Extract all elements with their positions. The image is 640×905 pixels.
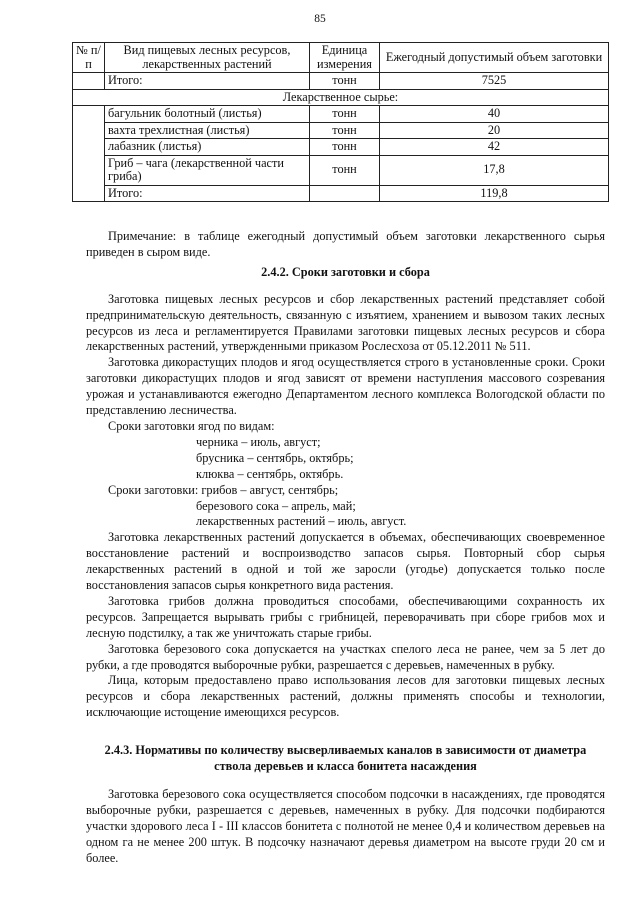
row-unit: тонн [310,106,380,123]
table-row [73,155,609,185]
heading-2-4-3: 2.4.3. Нормативы по количеству высверливаемых каналов в зависимости от диаметра ствола деревьев и класса бонитета насаждения [104,743,587,774]
berries-intro: Сроки заготовки ягод по видам: [108,418,275,433]
paragraph: Заготовка березового сока осуществляется способом подсочки в насаждениях, где проводятся выборочные рубки, разрешается с деревьев, намеченных в рубку. Для подсочки подбираются участки здорового леса I - III классов бонитета с полнотой не менее 0,4 и количеством деревьев на одном га не менее 200 штук. В подсочку назначают деревья диаметром на высоте груди 20 см и более. [86,787,605,865]
paragraph: Заготовка дикорастущих плодов и ягод осуществляется строго в установленные сроки. Сроки заготовки дикорастущих плодов и ягод зависят от времени наступления массового созревания урожая и устанавливаются ежегодно Департаментом лесного комплекса Вологодской области по представлению лесничества. [86,355,605,418]
header-unit: Единица измерения [310,43,380,73]
row-name: багульник болотный (листья) [105,106,310,123]
total-medicinal-label: Итого: [105,185,310,202]
row-unit: тонн [310,155,380,185]
table-row [73,122,609,139]
table-row [73,139,609,156]
row-value: 42 [380,139,609,156]
list-item: клюква – сентябрь, октябрь. [196,466,344,481]
paragraph: Заготовка лекарственных растений допускается в объемах, обеспечивающих своевременное восстановление растений и воспроизводство запасов сырья. Повторный сбор сырья лекарственных растений в одной и той же заросли (угодье) допускается только после восстановления запасов сырья конкретного вида растения. [86,530,605,593]
table-note: Примечание: в таблице ежегодный допустимый объем заготовки лекарственного сырья приведен в сыром виде. [86,229,605,259]
row-name: Гриб – чага (лекарственной части гриба) [105,155,310,185]
table-row-total-food [73,73,609,90]
row-name: вахта трехлистная (листья) [105,122,310,139]
total-food-value: 7525 [380,73,609,90]
header-volume: Ежегодный допустимый объем заготовки [380,43,609,73]
paragraph: Заготовка березового сока допускается на участках спелого леса не ранее, чем за 5 лет до рубки, а где проводятся выборочные рубки, разрешается с деревьев, намеченных в рубку. [86,641,605,672]
total-medicinal-value: 119,8 [380,185,609,202]
table-row [73,106,609,123]
row-name: лабазник (листья) [105,139,310,156]
table-row-total-medicinal [73,185,609,202]
list-item: березового сока – апрель, май; [196,498,356,513]
list-item: брусника – сентябрь, октябрь; [196,450,354,465]
total-food-label: Итого: [105,73,310,90]
row-unit: тонн [310,122,380,139]
page-number: 85 [314,13,326,25]
paragraph: Заготовка пищевых лесных ресурсов и сбор лекарственных растений представляет собой предпринимательскую деятельность, связанную с изъятием, хранением и вывозом таких лесных ресурсов из леса и регламентируется Правилами заготовки пищевых лесных ресурсов и сбора лекарственных растений, утвержденными приказом Рослесхоза от 05.12.2011 № 511. [86,291,605,354]
header-type: Вид пищевых лесных ресурсов, лекарственных растений [105,43,310,73]
header-num: № п/п [73,43,105,73]
other-intro: Сроки заготовки: грибов – август, сентябрь; [108,482,339,497]
paragraph: Заготовка грибов должна проводиться способами, обеспечивающими сохранность их ресурсов. Запрещается вырывать грибы с грибницей, переворачивать при сборе грибов мох и лесную подстилку, а так же уничтожать старые грибы. [86,593,605,640]
resources-table [72,42,609,202]
section-medicinal: Лекарственное сырье: [73,89,609,106]
row-value: 20 [380,122,609,139]
body-text [86,229,605,867]
list-item: черника – июль, август; [196,434,321,449]
row-unit: тонн [310,139,380,156]
row-value: 40 [380,106,609,123]
paragraph: Лица, которым предоставлено право использования лесов для заготовки пищевых лесных ресурсов и сбора лекарственных растений, должны применять способы и технологии, исключающие истощение имеющихся ресурсов. [86,673,605,720]
table-header-row [73,43,609,73]
total-food-unit: тонн [310,73,380,90]
table-section-row [73,89,609,106]
row-value: 17,8 [380,155,609,185]
heading-2-4-2: 2.4.2. Сроки заготовки и сбора [261,264,430,279]
list-item: лекарственных растений – июль, август. [196,514,407,529]
